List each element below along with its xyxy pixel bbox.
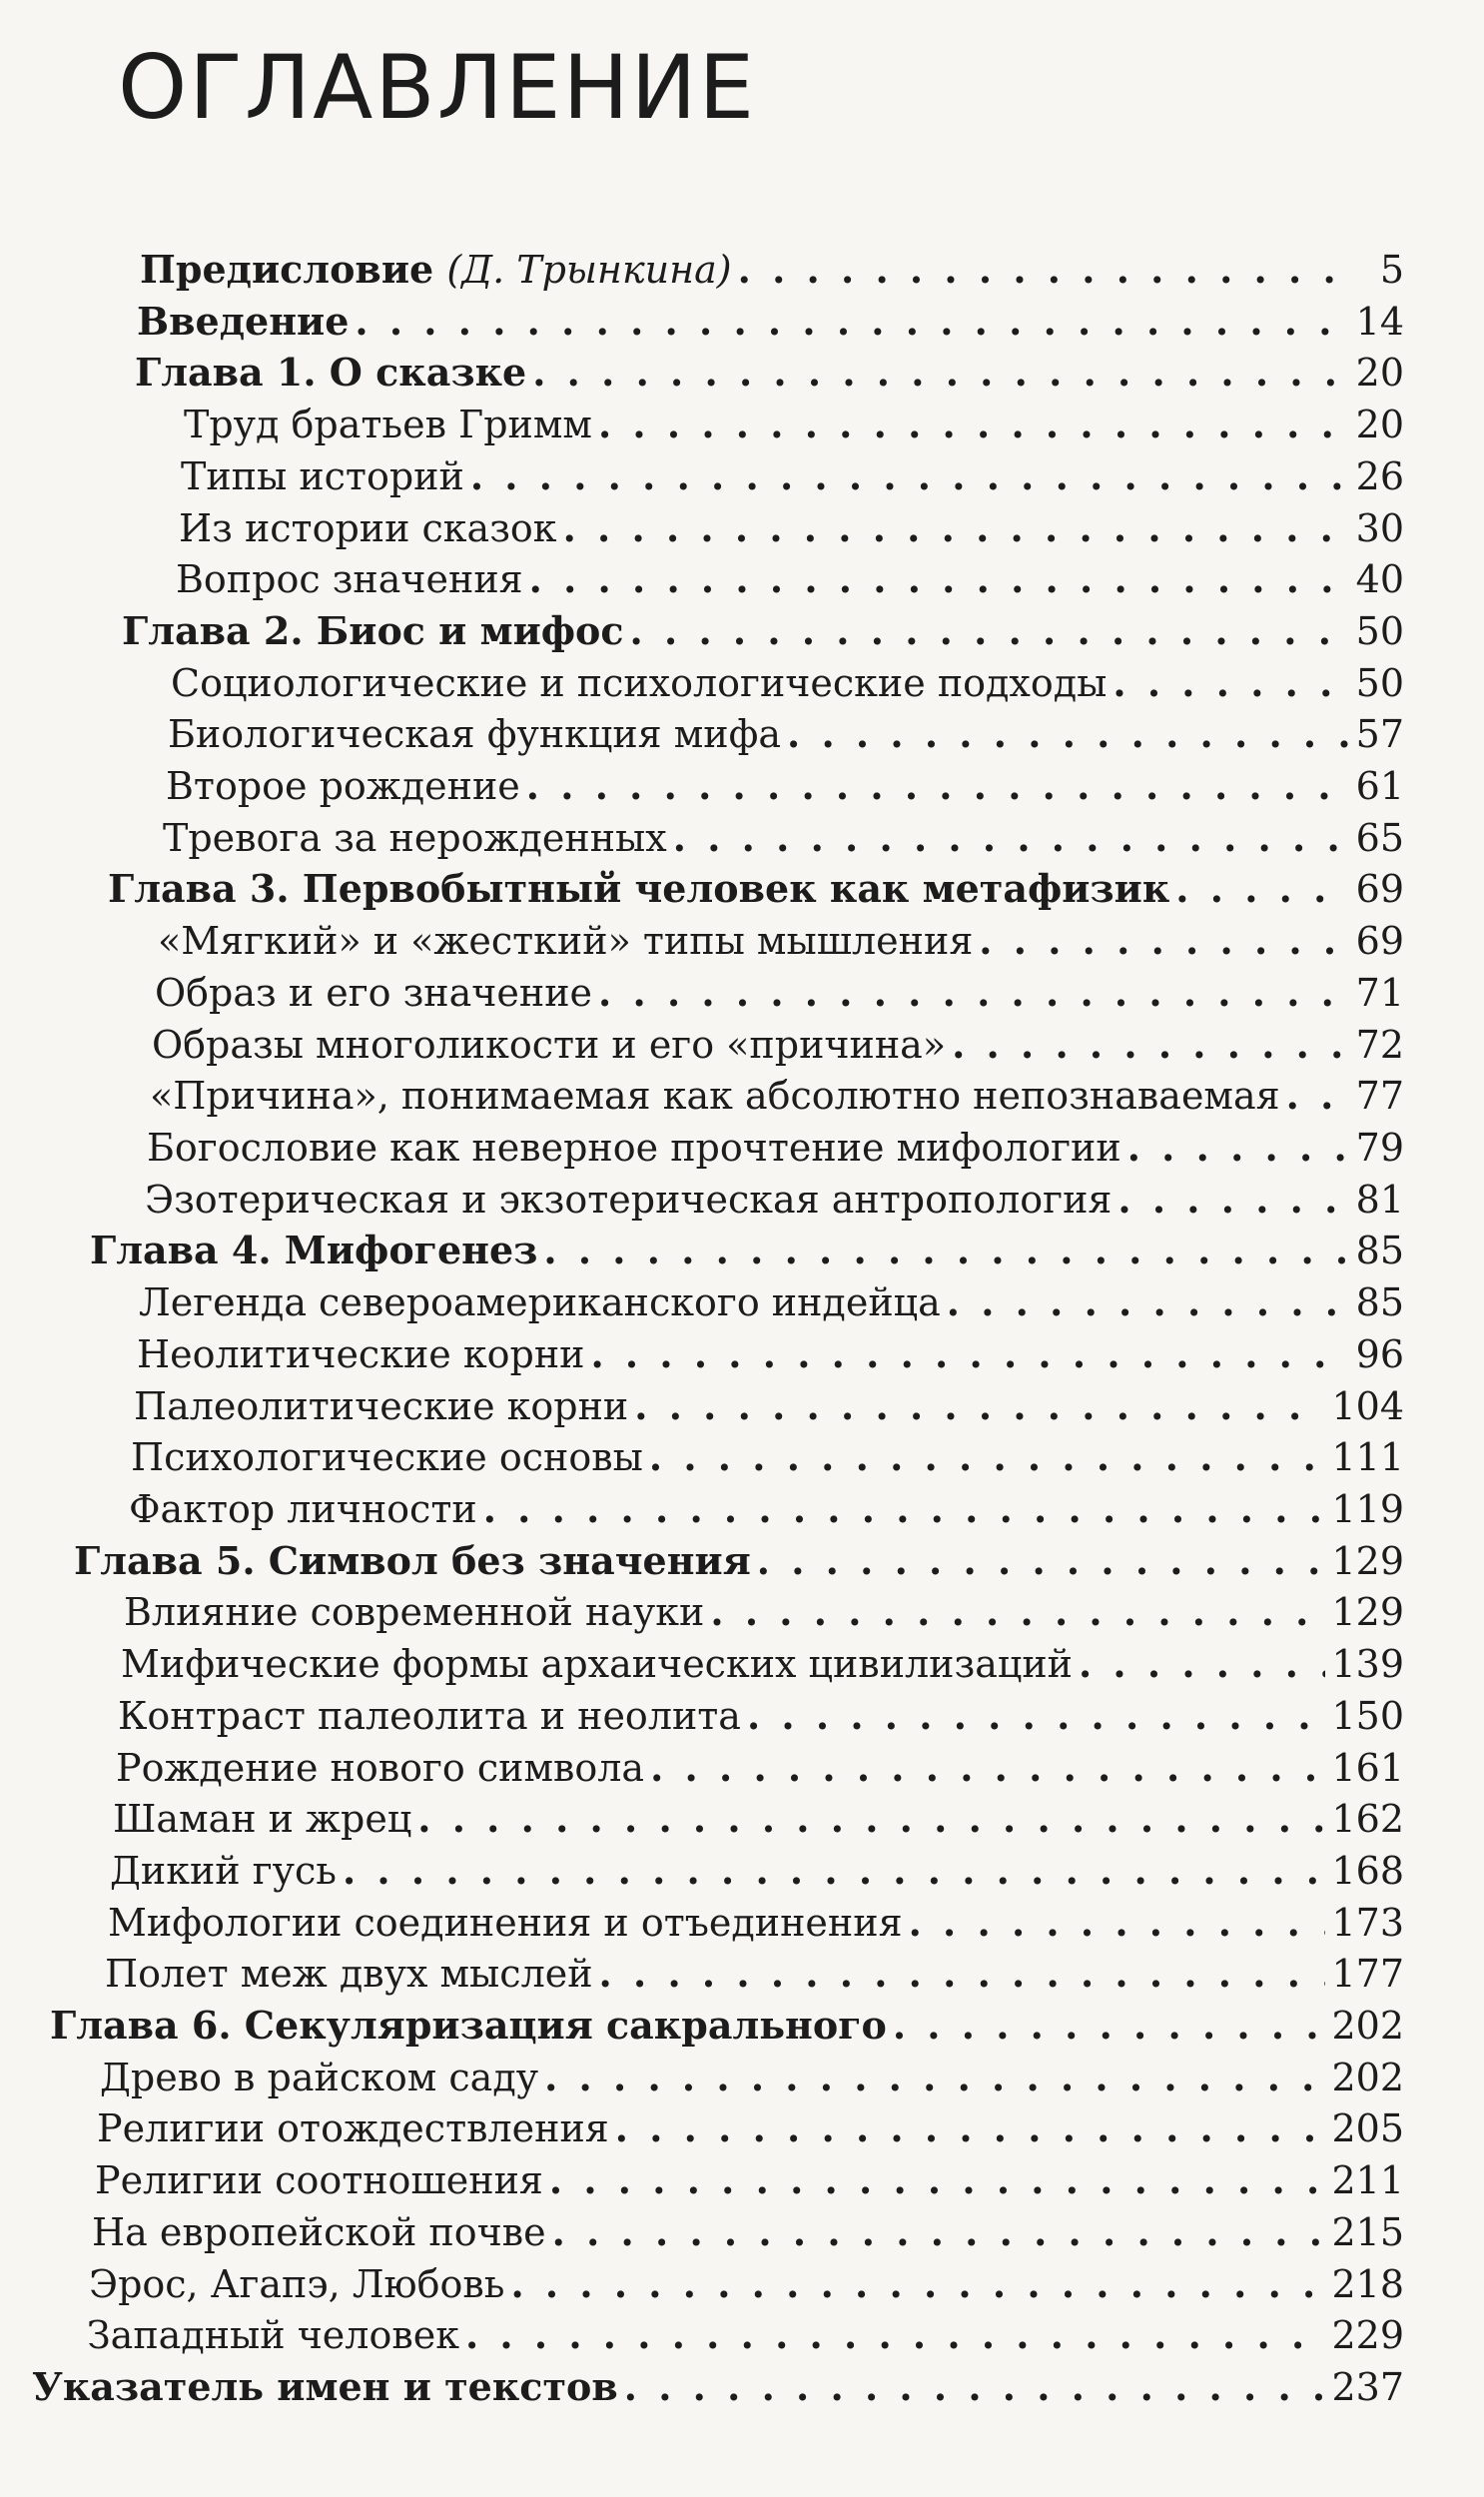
toc-entry-title: Глава 4. Мифогенез [90, 1228, 538, 1272]
toc-entry-title: Из истории сказок [179, 506, 557, 550]
dot-leader [630, 606, 1350, 656]
dot-leader [787, 709, 1350, 759]
toc-entry-page: 129 [1331, 1590, 1404, 1634]
toc-section-entry [158, 916, 1404, 966]
dot-leader [417, 1794, 1325, 1844]
toc-chapter-entry [137, 297, 1404, 347]
dot-leader [549, 2155, 1326, 2205]
toc-entry-title: Глава 3. Первобытный человек как метафизик [108, 866, 1170, 911]
toc-entry-title: Труд братьев Гримм [184, 403, 592, 446]
toc-entry-title: Образ и его значение [155, 971, 593, 1015]
toc-entry-title: Тревога за нерожденных [163, 816, 667, 860]
toc-entry-page: 237 [1331, 2365, 1404, 2409]
dot-leader [757, 1536, 1326, 1586]
toc-entry-page: 96 [1355, 1332, 1404, 1376]
toc-chapter-entry [135, 348, 1404, 398]
dot-leader [1175, 864, 1349, 914]
toc-section-entry [184, 400, 1404, 449]
dot-leader [543, 1226, 1349, 1275]
toc-entry-title: Указатель имен и текстов [32, 2364, 618, 2409]
dot-leader [510, 2259, 1325, 2309]
toc-entry-title: Введение [137, 299, 350, 344]
toc-section-entry [139, 1277, 1404, 1327]
toc-entry-title: Богословие как неверное прочтение мифологии [147, 1126, 1121, 1170]
dot-leader [599, 1949, 1326, 1999]
toc-entry-title: Западный человек [87, 2313, 459, 2357]
toc-entry-page: 173 [1331, 1901, 1404, 1945]
dot-leader [738, 245, 1358, 295]
dot-leader [710, 1587, 1325, 1637]
dot-leader [747, 1691, 1326, 1741]
toc-entry-page: 30 [1355, 506, 1404, 550]
dot-leader [650, 1743, 1325, 1793]
toc-entry-page: 5 [1379, 248, 1404, 292]
toc-entry-page: 72 [1355, 1023, 1404, 1067]
toc-chapter-entry [74, 1536, 1404, 1586]
toc-entry-page: 162 [1331, 1797, 1404, 1841]
dot-leader [1286, 1071, 1350, 1121]
dot-leader [1113, 658, 1349, 708]
toc-section-entry [121, 1639, 1404, 1689]
toc-section-entry [181, 451, 1404, 501]
toc-entry-title: «Мягкий» и «жесткий» типы мышления [158, 919, 974, 963]
toc-entry-page: 71 [1355, 971, 1404, 1015]
dot-leader [526, 761, 1350, 811]
toc-entry-page: 168 [1331, 1849, 1404, 1893]
toc-entry-page: 229 [1331, 2313, 1404, 2357]
toc-entry-page: 129 [1331, 1539, 1404, 1583]
dot-leader [529, 554, 1350, 604]
toc-entry-title: Социологические и психологические подходы [171, 661, 1108, 705]
toc-entry-page: 79 [1355, 1126, 1404, 1170]
toc-entry-title: Дикий гусь [110, 1849, 337, 1893]
toc-entry-page: 119 [1331, 1487, 1404, 1531]
toc-entry-page: 104 [1331, 1384, 1404, 1428]
toc-entry-title: Неолитические корни [137, 1332, 585, 1376]
toc-entry-page: 177 [1331, 1952, 1404, 1996]
toc-section-entry [176, 554, 1404, 604]
toc-section-entry [124, 1587, 1404, 1637]
toc-entry-page: 205 [1331, 2106, 1404, 2150]
dot-leader [598, 400, 1350, 449]
toc-entry-page: 50 [1355, 609, 1404, 653]
toc-chapter-entry [122, 606, 1404, 656]
toc-entry-page: 14 [1355, 300, 1404, 344]
dot-leader [634, 1381, 1325, 1431]
toc-entry-page: 20 [1355, 403, 1404, 446]
toc-entry-title: Вопрос значения [176, 557, 523, 601]
toc-section-entry [118, 1691, 1404, 1741]
toc-section-entry [150, 1071, 1404, 1121]
toc-entry-title: Религии отождествления [97, 2106, 609, 2150]
toc-entry-page: 218 [1331, 2262, 1404, 2306]
toc-chapter-entry [32, 2362, 1404, 2412]
toc-section-entry [116, 1743, 1404, 1793]
toc-entry-page: 161 [1331, 1746, 1404, 1790]
toc-section-entry [145, 1175, 1404, 1225]
toc-section-entry [92, 2207, 1404, 2257]
toc-chapter-entry [140, 245, 1404, 295]
toc-entry-title: Типы историй [181, 454, 464, 498]
dot-leader [979, 916, 1349, 966]
toc-entry-page: 150 [1331, 1694, 1404, 1738]
toc-entry-title: На европейской почве [92, 2210, 546, 2254]
toc-entry-title: Религии соотношения [95, 2158, 543, 2202]
dot-leader [947, 1277, 1350, 1327]
dot-leader [624, 2362, 1326, 2412]
toc-entry-title: Палеолитические корни [134, 1384, 629, 1428]
toc-entry-page: 77 [1355, 1074, 1404, 1118]
toc-section-entry [100, 2053, 1404, 2102]
toc-entry-page: 65 [1355, 816, 1404, 860]
toc-entry-page: 69 [1355, 919, 1404, 963]
toc-section-entry [155, 968, 1404, 1018]
toc-section-entry [89, 2259, 1404, 2309]
toc-entry-page: 26 [1355, 454, 1404, 498]
toc-section-entry [113, 1794, 1404, 1844]
dot-leader [590, 1329, 1349, 1379]
dot-leader [355, 297, 1349, 347]
dot-leader [1117, 1175, 1349, 1225]
toc-entry-title: Рождение нового символа [116, 1746, 645, 1790]
toc-section-entry [129, 1484, 1404, 1534]
toc-chapter-entry [50, 2001, 1404, 2051]
toc-entry-page: 50 [1355, 661, 1404, 705]
dot-leader [673, 813, 1350, 863]
toc-section-entry [163, 813, 1404, 863]
toc-entry-title: Глава 6. Секуляризация сакрального [50, 2003, 887, 2048]
dot-leader [615, 2103, 1326, 2153]
toc-section-entry [97, 2103, 1404, 2153]
toc-entry-page: 139 [1331, 1642, 1404, 1686]
toc-section-entry [95, 2155, 1404, 2205]
toc-section-entry [137, 1329, 1404, 1379]
toc-section-entry [134, 1381, 1404, 1431]
toc-entry-title: Фактор личности [129, 1487, 477, 1531]
page-title: ОГЛАВЛЕНИЕ [118, 36, 757, 139]
toc-entry-title: Психологические основы [131, 1435, 643, 1479]
toc-entry-title: Предисловие (Д. Трынкина) [140, 247, 732, 292]
toc-section-entry [166, 761, 1404, 811]
dot-leader [952, 1020, 1350, 1070]
toc-entry-title: Глава 2. Биос и мифос [122, 608, 624, 653]
toc-entry-page: 211 [1331, 2158, 1404, 2202]
toc-entry-page: 81 [1355, 1178, 1404, 1222]
toc-entry-page: 111 [1331, 1435, 1404, 1479]
dot-leader [465, 2310, 1326, 2360]
dot-leader [649, 1432, 1326, 1482]
dot-leader [909, 1898, 1326, 1948]
toc-entry-page: 85 [1355, 1229, 1404, 1272]
toc-section-entry [131, 1432, 1404, 1482]
toc-section-entry [110, 1846, 1404, 1896]
toc-section-entry [108, 1898, 1404, 1948]
toc-section-entry [152, 1020, 1404, 1070]
toc-section-entry [179, 503, 1404, 553]
dot-leader [1079, 1639, 1326, 1689]
toc-entry-page: 40 [1355, 557, 1404, 601]
toc-entry-title: Шаман и жрец [113, 1797, 412, 1841]
toc-entry-title: Эзотерическая и экзотерическая антропология [145, 1178, 1113, 1222]
toc-entry-page: 202 [1331, 2004, 1404, 2048]
toc-entry-title: Глава 1. О сказке [135, 350, 527, 395]
toc-entry-title: Глава 5. Символ без значения [74, 1538, 751, 1583]
toc-entry-title: Контраст палеолита и неолита [118, 1694, 741, 1738]
toc-entry-title: Полет меж двух мыслей [105, 1952, 593, 1996]
toc-entry-title: Легенда североамериканского индейца [139, 1280, 941, 1324]
toc-chapter-entry [90, 1226, 1404, 1275]
toc-entry-page: 85 [1355, 1280, 1404, 1324]
toc-entry-title: Древо в райском саду [100, 2056, 539, 2099]
toc-chapter-entry [108, 864, 1404, 914]
toc-entry-title: «Причина», понимаемая как абсолютно непознаваемая [150, 1074, 1280, 1118]
dot-leader [893, 2001, 1326, 2051]
toc-entry-title: Второе рождение [166, 764, 520, 808]
dot-leader [563, 503, 1350, 553]
toc-entry-title: Влияние современной науки [124, 1590, 705, 1634]
dot-leader [1127, 1123, 1350, 1173]
toc-entry-page: 57 [1355, 712, 1404, 756]
toc-entry-page: 215 [1331, 2210, 1404, 2254]
dot-leader [552, 2207, 1326, 2257]
dot-leader [544, 2053, 1325, 2102]
dot-leader [483, 1484, 1326, 1534]
toc-entry-page: 20 [1355, 351, 1404, 395]
dot-leader [470, 451, 1350, 501]
toc-entry-title: Эрос, Агапэ, Любовь [89, 2262, 505, 2306]
toc-entry-title: Мифологии соединения и отъединения [108, 1901, 903, 1945]
dot-leader [532, 348, 1349, 398]
toc-section-entry [147, 1123, 1404, 1173]
toc-entry-title: Биологическая функция мифа [168, 712, 782, 756]
toc-entry-page: 69 [1355, 867, 1404, 911]
toc-section-entry [171, 658, 1404, 708]
toc-entry-title: Образы многоликости и его «причина» [152, 1023, 947, 1067]
dot-leader [598, 968, 1350, 1018]
toc-entry-note: (Д. Трынкина) [446, 248, 732, 292]
toc-entry-page: 202 [1331, 2056, 1404, 2099]
dot-leader [343, 1846, 1326, 1896]
toc-entry-page: 61 [1355, 764, 1404, 808]
toc-entry-title: Мифические формы архаических цивилизаций [121, 1642, 1073, 1686]
toc-section-entry [168, 709, 1404, 759]
toc-section-entry [87, 2310, 1404, 2360]
toc-section-entry [105, 1949, 1404, 1999]
